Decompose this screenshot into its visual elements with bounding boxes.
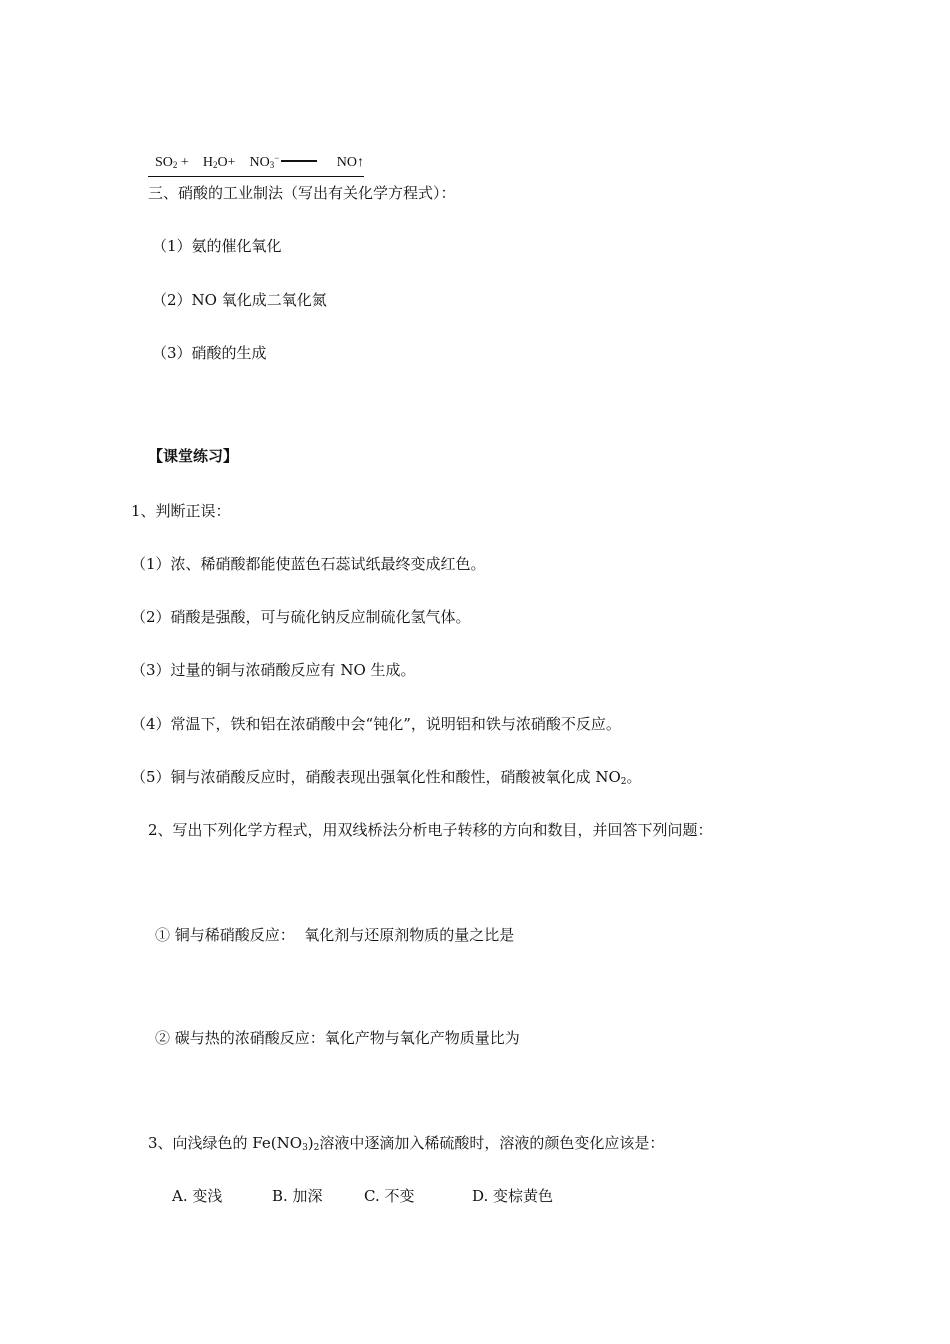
equation-line <box>148 128 364 177</box>
q2-sub2: ② 碳与热的浓硝酸反应：氧化产物与氧化产物质量比为 <box>155 1029 520 1047</box>
q2-sub1: ① 铜与稀硝酸反应： 氧化剂与还原剂物质的量之比是 <box>155 926 515 944</box>
h2o: $H_2O+$ <box>202 155 236 170</box>
reaction-arrow <box>281 160 317 162</box>
q3-option-c: C. 不变 <box>364 1187 415 1205</box>
section3-item-3: （3）硝酸的生成 <box>152 344 267 362</box>
q3-option-b: B. 加深 <box>272 1187 323 1205</box>
q1-item-2: （2）硝酸是强酸，可与硫化钠反应制硫化氢气体。 <box>131 608 471 626</box>
q1-item-1: （1）浓、稀硝酸都能使蓝色石蕊试纸最终变成红色。 <box>131 555 486 573</box>
q1-item-4: （4）常温下，铁和铝在浓硝酸中会“钝化”，说明铝和铁与浓硝酸不反应。 <box>131 715 621 733</box>
q3-title: 3、向浅绿色的 $Fe(NO_3)_2$溶液中逐滴加入稀硫酸时，溶液的颜色变化应该是： <box>148 1134 665 1153</box>
plus-sign: + <box>177 155 189 170</box>
q3-option-d: D. 变棕黄色 <box>472 1187 554 1205</box>
q1-item-3: （3）过量的铜与浓硝酸反应有 NO 生成。 <box>131 661 416 679</box>
section3-title: 三、硝酸的工业制法（写出有关化学方程式）： <box>148 184 456 202</box>
q1-title: 1、判断正误： <box>131 502 231 520</box>
no3-ion: $NO_3^-$ <box>249 153 280 170</box>
section3-item-1: （1）氨的催化氧化 <box>152 237 282 255</box>
q2-title: 2、写出下列化学方程式，用双线桥法分析电子转移的方向和数目，并回答下列问题： <box>148 821 713 839</box>
so2: $SO_2$ <box>155 155 178 170</box>
q1-item-5: （5）铜与浓硝酸反应时，硝酸表现出强氧化性和酸性，硝酸被氧化成 $NO_2$。 <box>131 768 642 787</box>
no-product: NO↑ <box>336 155 364 170</box>
gas-up-arrow-icon: ↑ <box>357 155 364 170</box>
section3-item-2: （2）NO 氧化成二氧化氮 <box>152 291 327 309</box>
q3-option-a: A. 变浅 <box>172 1187 223 1205</box>
practice-heading: 【课堂练习】 <box>148 447 239 465</box>
